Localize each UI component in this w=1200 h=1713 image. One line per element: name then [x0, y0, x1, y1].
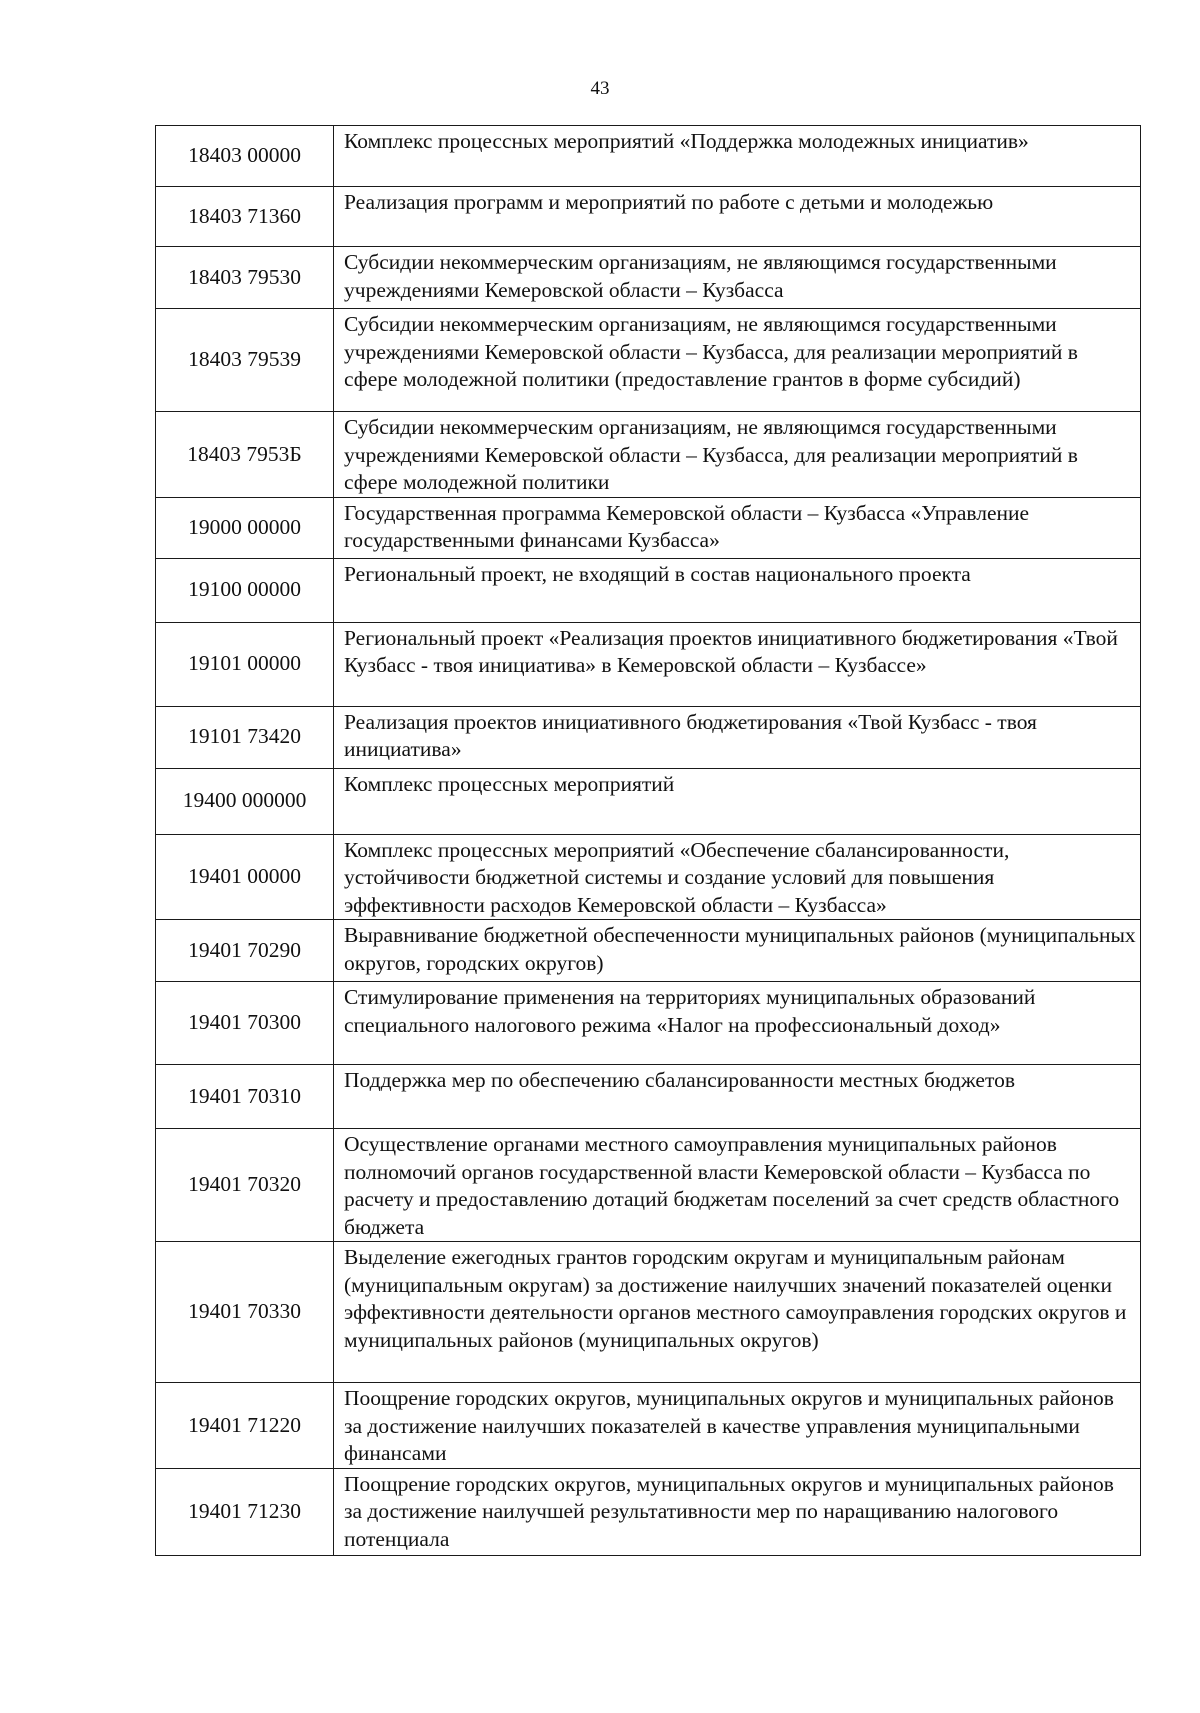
row-description: Комплекс процессных мероприятий «Поддержка молодежных инициатив» [334, 126, 1141, 187]
table-row [156, 126, 1141, 187]
table-row [156, 558, 1141, 622]
table-row [156, 309, 1141, 412]
row-description: Стимулирование применения на территориях муниципальных образований специального налогового режима «Налог на профессиональный доход» [334, 982, 1141, 1065]
table-row [156, 497, 1141, 558]
table-row [156, 768, 1141, 834]
table-row [156, 1129, 1141, 1242]
table-row [156, 622, 1141, 706]
row-code: 19400 000000 [156, 768, 334, 834]
row-description: Выделение ежегодных грантов городским округам и муниципальным районам (муниципальным округам) за достижение наилучших значений показателей оценки эффективности деятельности органов местного самоуправления городских округов и муниципальных районов (муниципальных округов) [334, 1242, 1141, 1383]
row-code: 19401 70310 [156, 1065, 334, 1129]
row-code: 19101 73420 [156, 706, 334, 768]
row-description: Поддержка мер по обеспечению сбалансированности местных бюджетов [334, 1065, 1141, 1129]
row-description: Региональный проект «Реализация проектов инициативного бюджетирования «Твой Кузбасс - твоя инициатива» в Кемеровской области – Кузбассе» [334, 622, 1141, 706]
table-row [156, 187, 1141, 247]
row-description: Региональный проект, не входящий в состав национального проекта [334, 558, 1141, 622]
row-code: 18403 7953Б [156, 412, 334, 498]
row-code: 19000 00000 [156, 497, 334, 558]
budget-classification-table [155, 125, 1141, 1556]
row-code: 19101 00000 [156, 622, 334, 706]
table-row [156, 412, 1141, 498]
row-code: 19401 70290 [156, 920, 334, 982]
row-description: Субсидии некоммерческим организациям, не являющимся государственными учреждениями Кемеровской области – Кузбасса [334, 247, 1141, 309]
row-description: Реализация программ и мероприятий по работе с детьми и молодежью [334, 187, 1141, 247]
table-row [156, 1065, 1141, 1129]
row-code: 19401 70300 [156, 982, 334, 1065]
row-code: 19100 00000 [156, 558, 334, 622]
row-code: 19401 71220 [156, 1383, 334, 1469]
table-row [156, 834, 1141, 920]
row-code: 18403 79530 [156, 247, 334, 309]
row-description: Субсидии некоммерческим организациям, не являющимся государственными учреждениями Кемеровской области – Кузбасса, для реализации мероприятий в сфере молодежной политики [334, 412, 1141, 498]
row-description: Поощрение городских округов, муниципальных округов и муниципальных районов за достижение наилучшей результативности мер по наращиванию налогового потенциала [334, 1468, 1141, 1555]
row-description: Реализация проектов инициативного бюджетирования «Твой Кузбасс - твоя инициатива» [334, 706, 1141, 768]
table-body [156, 126, 1141, 1556]
row-description: Комплекс процессных мероприятий [334, 768, 1141, 834]
row-code: 18403 79539 [156, 309, 334, 412]
row-description: Выравнивание бюджетной обеспеченности муниципальных районов (муниципальных округов, городских округов) [334, 920, 1141, 982]
row-code: 19401 70330 [156, 1242, 334, 1383]
table-row [156, 1383, 1141, 1469]
row-description: Государственная программа Кемеровской области – Кузбасса «Управление государственными финансами Кузбасса» [334, 497, 1141, 558]
row-code: 19401 71230 [156, 1468, 334, 1555]
page-number: 43 [590, 78, 610, 99]
table-row [156, 247, 1141, 309]
table-row [156, 1468, 1141, 1555]
row-code: 18403 71360 [156, 187, 334, 247]
table-row [156, 706, 1141, 768]
row-code: 18403 00000 [156, 126, 334, 187]
row-code: 19401 00000 [156, 834, 334, 920]
row-code: 19401 70320 [156, 1129, 334, 1242]
table-row [156, 982, 1141, 1065]
table-row [156, 1242, 1141, 1383]
row-description: Комплекс процессных мероприятий «Обеспечение сбалансированности, устойчивости бюджетной системы и создание условий для повышения эффективности расходов Кемеровской области – Кузбасса» [334, 834, 1141, 920]
row-description: Осуществление органами местного самоуправления муниципальных районов полномочий органов государственной власти Кемеровской области – Кузбасса по расчету и предоставлению дотаций бюджетам поселений за счет средств областного бюджета [334, 1129, 1141, 1242]
row-description: Поощрение городских округов, муниципальных округов и муниципальных районов за достижение наилучших показателей в качестве управления муниципальными финансами [334, 1383, 1141, 1469]
table-row [156, 920, 1141, 982]
row-description: Субсидии некоммерческим организациям, не являющимся государственными учреждениями Кемеровской области – Кузбасса, для реализации мероприятий в сфере молодежной политики (предоставление грантов в форме субсидий) [334, 309, 1141, 412]
